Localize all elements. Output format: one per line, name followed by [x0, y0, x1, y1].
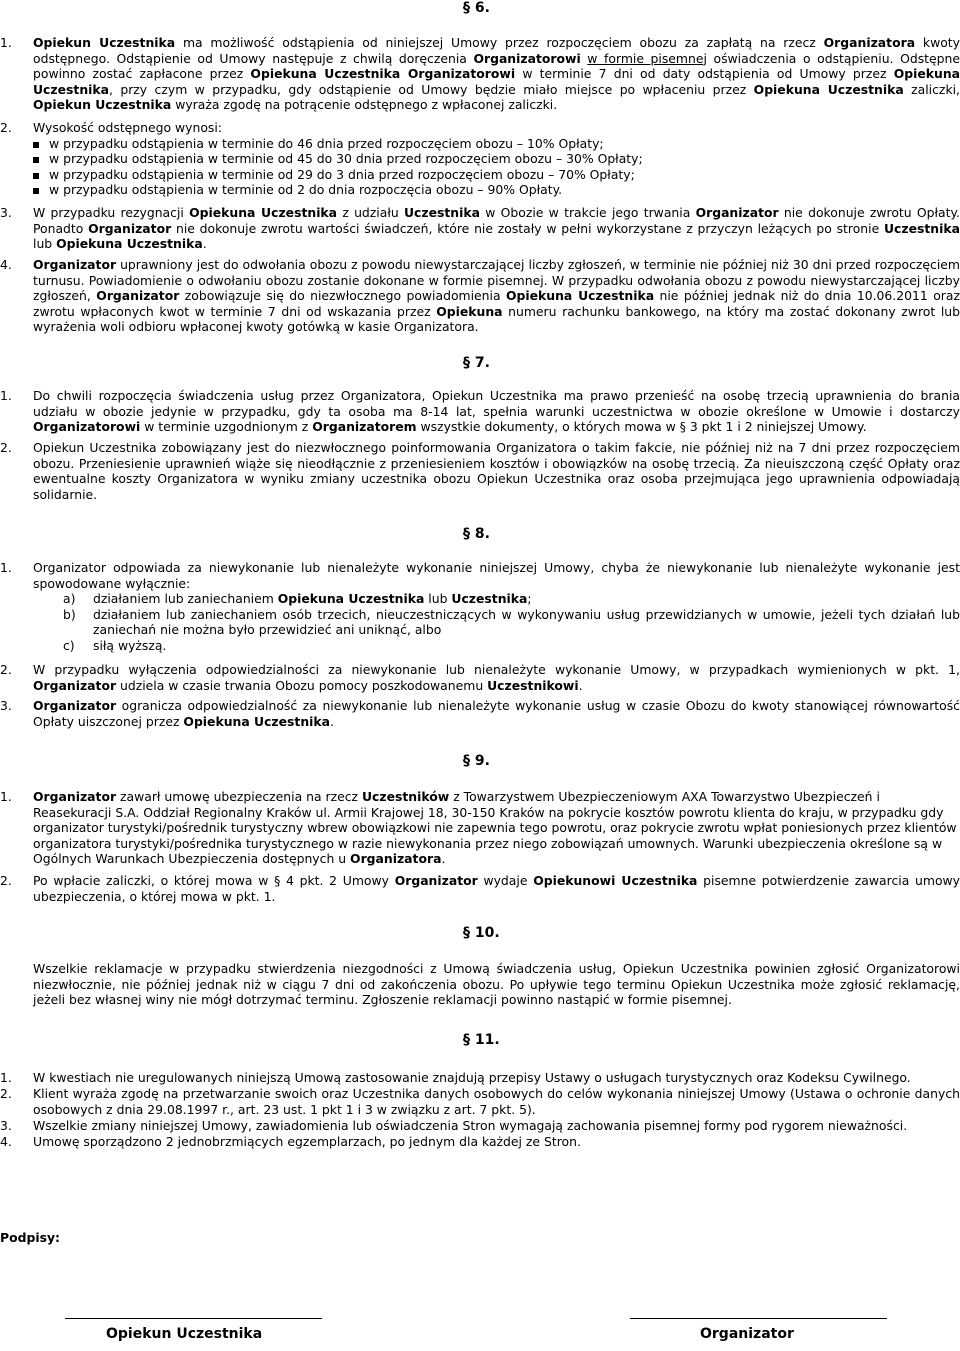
s11-point-4: 4. Umowę sporządzono 2 jednobrzmiących egzemplarzach, po jednym dla każdej ze Stron.	[0, 1134, 581, 1149]
point-number: 3.	[0, 205, 12, 220]
bullet-item: w przypadku odstąpienia w terminie od 2 do dnia rozpoczęcia obozu – 90% Opłaty.	[33, 182, 960, 198]
section-heading-6: § 6.	[463, 0, 490, 16]
point-number: 3.	[0, 698, 12, 713]
point-number: 1.	[0, 560, 12, 575]
signatures-label: Podpisy:	[0, 1230, 60, 1245]
point-number: 1.	[0, 789, 12, 804]
point-text: Opiekun Uczestnika ma możliwość odstąpienia od niniejszej Umowy przez rozpoczęciem obozu za zapłatą na rzecz Organizatora kwoty odstępnego. Odstąpienie od Umowy następuje z chwilą doręczenia Organizatorowi w formie pisemnej oświadczenia o odstąpieniu. Odstępne powinno zostać zapłacone przez Opiekuna Uczestnika Organizatorowi w terminie 7 dni od daty odstąpienia od Umowy przez Opiekuna Uczestnika, przy czym w przypadku, gdy odstąpienie od Umowy będzie miało miejsce po wpłaceniu przez Opiekuna Uczestnika zaliczki, Opiekun Uczestnika wyraża zgodę na potrącenie odstępnego z wpłaconej zaliczki.	[33, 35, 960, 112]
s7-point-2	[0, 440, 960, 502]
point-text: Organizator zawarł umowę ubezpieczenia na rzecz Uczestników z Towarzystwem Ubezpieczeniowym AXA Towarzystwo Ubezpieczeń i Reasekuracji S.A. Oddział Regionalny Kraków ul. Armii Krajowej 18, 30-150 Kraków na pokrycie kosztów powrotu klienta do kraju, w przypadku gdy organizator turystyki/pośrednik turystyczny wbrew obowiązkowi nie zapewnia tego powrotu, oraz pokrycie zwrotu wpłat poniesionych przez klientów organizatora turystyki/pośrednika turystycznego w razie niewykonania przez niego zobowiązań umownych. Warunki ubezpieczenia określone są w Ogólnych Warunkach Ubezpieczenia dostępnych u Organizatora.	[33, 789, 957, 866]
letter-item-b: b) działaniem lub zaniechaniem osób trzecich, nieuczestniczących w wykonywaniu usług przewidzianych w umowie, jeżeli tych działań lub zaniechań nie można było przewidzieć ani uniknąć, albo	[63, 606, 960, 637]
point-text: W przypadku wyłączenia odpowiedzialności za niewykonanie lub nienależyte wykonanie Umowy, w przypadkach wymienionych w pkt. 1, Organizator udziela w czasie trwania Obozu pomocy poszkodowanemu Uczestnikowi.	[33, 662, 960, 693]
s6-point-1	[0, 35, 960, 113]
point-text: Do chwili rozpoczęcia świadczenia usług przez Organizatora, Opiekun Uczestnika ma prawo przenieść na osobę trzecią uprawnienia do brania udziału w obozie jedynie w przypadku, gdy ta osoba ma 8-14 lat, spełnia warunki uczestnictwa w obozie określone w Umowie i dostarczy Organizatorowi w terminie uzgodnionym z Organizatorem wszystkie dokumenty, o których mowa w § 3 pkt 1 i 2 niniejszej Umowy.	[33, 388, 960, 434]
s6-point-2	[0, 120, 960, 198]
section-heading-10: § 10.	[463, 925, 500, 941]
point-text: Organizator ogranicza odpowiedzialność za niewykonanie lub nienależyte wykonanie usług w czasie Obozu do kwoty stanowiącej równowartość Opłaty uiszczonej przez Opiekuna Uczestnika.	[33, 698, 960, 729]
point-number: 1.	[0, 388, 12, 403]
s11-point-1: 1. W kwestiach nie uregulowanych niniejszą Umową zastosowanie znajdują przepisy Ustawy o usługach turystycznych oraz Kodeksu Cywilnego.	[0, 1070, 911, 1085]
s9-point-1	[0, 789, 960, 867]
point-text: Wszelkie reklamacje w przypadku stwierdzenia niezgodności z Umową świadczenia usług, Opiekun Uczestnika powinien zgłosić Organizatorowi niezwłocznie, nie później jednak niż w ciągu 7 dni od zakończenia obozu. Po upływie tego terminu Opiekun Uczestnika może zgłosić reklamację, jeżeli bez własnej winy nie mógł dotrzymać terminu. Zgłoszenie reklamacji powinno nastąpić w formie pisemnej.	[33, 961, 960, 1007]
point-number: 1.	[0, 35, 12, 50]
s6-point-4	[0, 257, 960, 335]
s6-point-3	[0, 205, 960, 252]
section-heading-9: § 9.	[463, 753, 490, 769]
signature-label-guardian: Opiekun Uczestnika	[106, 1326, 263, 1342]
letter-item-a: a) działaniem lub zaniechaniem Opiekuna Uczestnika lub Uczestnika;	[63, 591, 532, 606]
letter-item-c: c) siłą wyższą.	[63, 637, 167, 653]
signature-label-organizer: Organizator	[700, 1326, 794, 1342]
s8-point-3	[0, 698, 960, 729]
point-text: Po wpłacie zaliczki, o której mowa w § 4 pkt. 2 Umowy Organizator wydaje Opiekunowi Uczestnika pisemne potwierdzenie zawarcia umowy ubezpieczenia, o której mowa w pkt. 1.	[33, 873, 960, 904]
s7-point-1	[0, 388, 960, 435]
point-text: Wysokość odstępnego wynosi:	[33, 120, 223, 135]
point-text: Organizator uprawniony jest do odwołania obozu z powodu niewystarczającej liczby zgłoszeń, w terminie nie później niż 30 dni przed rozpoczęciem turnusu. Powiadomienie o odwołaniu obozu zostanie dokonane w formie pisemnej. W przypadku odwołania obozu z powodu niewystarczającej liczby zgłoszeń, Organizator zobowiązuje się do niezwłocznego powiadomienia Opiekuna Uczestnika nie później jednak niż do dnia 10.06.2011 oraz zwrotu wpłaconych kwot w terminie 7 dni od wskazania przez Opiekuna numeru rachunku bankowego, na który ma zostać dokonany zwrot lub wyrażenia woli odbioru wpłaconej kwoty gotówką w kasie Organizatora.	[33, 257, 960, 334]
section-heading-11: § 11.	[463, 1032, 500, 1048]
section-heading-7: § 7.	[463, 355, 490, 371]
signature-line-left	[65, 1318, 322, 1319]
bullet-icon	[33, 182, 49, 198]
s11-point-2: 2. Klient wyraża zgodę na przetwarzanie swoich oraz Uczestnika danych osobowych do celów wykonania niniejszej Umowy (Ustawa o ochronie danych osobowych z dnia 29.08.1997 r., art. 23 ust. 1 pkt 1 i 3 w związku z art. 7 pkt. 5).	[0, 1086, 960, 1117]
point-number: 2.	[0, 440, 12, 455]
section-heading-8: § 8.	[463, 526, 490, 542]
s8-point-2	[0, 662, 960, 693]
bullet-item: w przypadku odstąpienia w terminie do 46 dnia przed rozpoczęciem obozu – 10% Opłaty;	[33, 136, 960, 152]
signature-line-right	[630, 1318, 887, 1319]
s11-point-3: 3. Wszelkie zmiany niniejszej Umowy, zawiadomienia lub oświadczenia Stron wymagają zachowania pisemnej formy pod rygorem nieważności.	[0, 1118, 908, 1133]
s8-point-1	[0, 560, 960, 653]
bullet-icon	[33, 136, 49, 152]
s9-point-2	[0, 873, 960, 904]
point-text: Organizator odpowiada za niewykonanie lub nienależyte wykonanie niniejszej Umowy, chyba że niewykonanie lub nienależyte wykonanie jest spowodowane wyłącznie:	[33, 560, 960, 591]
bullet-item: w przypadku odstąpienia w terminie od 45 do 30 dnia przed rozpoczęciem obozu – 30% Opłaty;	[33, 151, 960, 167]
bullet-item: w przypadku odstąpienia w terminie od 29 do 3 dnia przed rozpoczęciem obozu – 70% Opłaty;	[33, 167, 960, 183]
bullet-icon	[33, 167, 49, 183]
point-text: W przypadku rezygnacji Opiekuna Uczestnika z udziału Uczestnika w Obozie w trakcie jego trwania Organizator nie dokonuje zwrotu Opłaty. Ponadto Organizator nie dokonuje zwrotu wartości świadczeń, które nie zostały w pełni wykorzystane z przyczyn leżących po stronie Uczestnika lub Opiekuna Uczestnika.	[33, 205, 960, 251]
point-number: 2.	[0, 120, 12, 135]
point-text: Opiekun Uczestnika zobowiązany jest do niezwłocznego poinformowania Organizatora o takim fakcie, nie później niż na 7 dni przez rozpoczęciem obozu. Przeniesienie uprawnień wiąże się nieodłącznie z przeniesieniem kosztów i obowiązków na osobę trzecią. Za nieuiszczoną część Opłaty oraz ewentualne koszty Organizatora w wyniku zmiany uczestnika obozu Opiekun Uczestnika oraz osoba przejmująca jego uprawnienia odpowiadają solidarnie.	[33, 440, 960, 502]
s10-text	[0, 961, 960, 1008]
bullet-icon	[33, 151, 49, 167]
point-number: 2.	[0, 873, 12, 888]
point-number: 4.	[0, 257, 12, 272]
point-number: 2.	[0, 662, 12, 677]
